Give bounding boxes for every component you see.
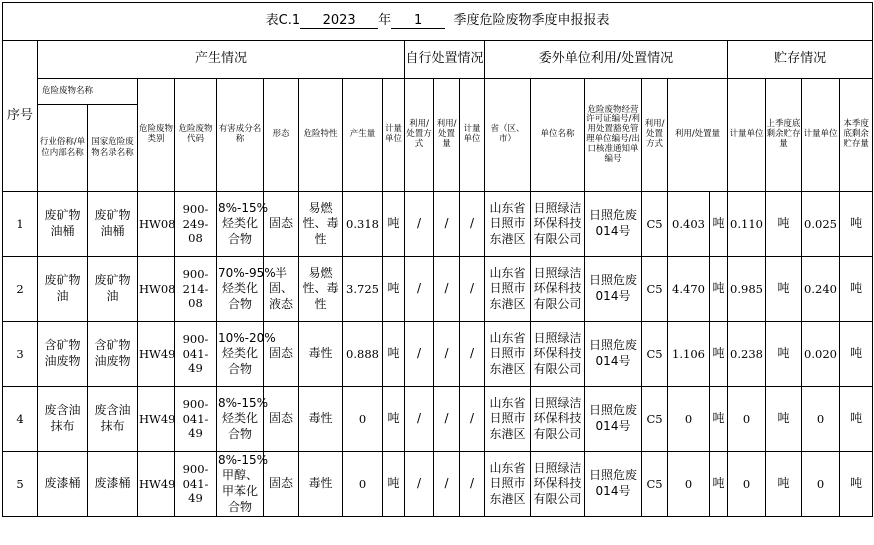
cell-this-unit: 吨 [840, 322, 873, 387]
cell-component: 8%-15%烃类化合物 [217, 387, 264, 452]
cell-last-unit: 吨 [766, 452, 802, 517]
cell-license: 日照危废014号 [585, 387, 642, 452]
cell-out-unit: 吨 [710, 322, 728, 387]
cell-form: 半固、液态 [264, 257, 299, 322]
cell-self-method: / [405, 452, 434, 517]
cell-license: 日照危废014号 [585, 322, 642, 387]
col-header-code: 危险废物代码 [175, 79, 217, 192]
cell-last-unit: 吨 [766, 192, 802, 257]
cell-province: 山东省日照市东港区 [485, 322, 531, 387]
cell-self-amount: / [434, 387, 460, 452]
cell-name: 废矿物油 [38, 257, 88, 322]
cell-unit: 吨 [383, 322, 405, 387]
cell-out-unit: 吨 [710, 452, 728, 517]
col-header-method: 利用/处置方式 [642, 79, 668, 192]
cell-list-name: 含矿物油废物 [88, 322, 138, 387]
col-header-self-amount: 利用/处置量 [434, 79, 460, 192]
cell-self-amount: / [434, 452, 460, 517]
cell-province: 山东省日照市东港区 [485, 192, 531, 257]
cell-unit: 吨 [383, 387, 405, 452]
cell-method: C5 [642, 322, 668, 387]
col-header-list-name: 国家危险废物名录名称 [88, 105, 138, 192]
cell-last-unit: 吨 [766, 257, 802, 322]
cell-form: 固态 [264, 452, 299, 517]
title-year: 2023 [300, 14, 378, 30]
cell-no: 2 [3, 257, 38, 322]
table-row [3, 192, 873, 257]
table-row [3, 452, 873, 517]
cell-last-unit: 吨 [766, 322, 802, 387]
section-weiwai: 委外单位利用/处置情况 [485, 41, 728, 79]
cell-amount: 0 [343, 452, 383, 517]
cell-last-stock: 0.238 [728, 322, 766, 387]
cell-method: C5 [642, 387, 668, 452]
col-header-self-method: 利用/处置方式 [405, 79, 434, 192]
cell-company: 日照绿洁环保科技有限公司 [531, 192, 585, 257]
cell-this-stock: 0.020 [802, 322, 840, 387]
cell-province: 山东省日照市东港区 [485, 257, 531, 322]
cell-category: HW49 [138, 387, 175, 452]
cell-category: HW08 [138, 192, 175, 257]
cell-method: C5 [642, 192, 668, 257]
cell-out-amount: 0 [668, 387, 710, 452]
cell-amount: 3.725 [343, 257, 383, 322]
cell-hazard: 毒性 [299, 452, 343, 517]
cell-component: 8%-15%烃类化合物 [217, 192, 264, 257]
cell-no: 1 [3, 192, 38, 257]
cell-hazard: 毒性 [299, 387, 343, 452]
col-header-last-stock: 上季度底剩余贮存量 [766, 79, 802, 192]
cell-method: C5 [642, 452, 668, 517]
col-header-component: 有害成分名称 [217, 79, 264, 192]
cell-out-amount: 4.470 [668, 257, 710, 322]
cell-self-unit: / [460, 452, 485, 517]
cell-last-stock: 0 [728, 452, 766, 517]
title-prefix: 表C.1 [265, 12, 301, 28]
cell-self-method: / [405, 257, 434, 322]
cell-method: C5 [642, 257, 668, 322]
col-header-amount: 产生量 [343, 79, 383, 192]
cell-amount: 0 [343, 387, 383, 452]
cell-unit: 吨 [383, 192, 405, 257]
cell-code: 900-214-08 [175, 257, 217, 322]
cell-list-name: 废含油抹布 [88, 387, 138, 452]
cell-code: 900-249-08 [175, 192, 217, 257]
cell-unit: 吨 [383, 257, 405, 322]
col-header-name: 行业俗称/单位内部名称 [38, 105, 88, 192]
col-header-license: 危险废物经营许可证编号/利用处置豁免管理单位编号/出口核准通知单编号 [585, 79, 642, 192]
cell-no: 3 [3, 322, 38, 387]
col-header-unit: 计量单位 [383, 79, 405, 192]
cell-company: 日照绿洁环保科技有限公司 [531, 322, 585, 387]
cell-out-unit: 吨 [710, 192, 728, 257]
cell-self-method: / [405, 322, 434, 387]
cell-name: 废矿物油桶 [38, 192, 88, 257]
col-header-this-stock: 本季度底剩余贮存量 [840, 79, 873, 192]
cell-company: 日照绿洁环保科技有限公司 [531, 257, 585, 322]
cell-category: HW49 [138, 452, 175, 517]
cell-name: 含矿物油废物 [38, 322, 88, 387]
col-header-out-unit: 计量单位 [728, 79, 766, 192]
cell-amount: 0.318 [343, 192, 383, 257]
cell-out-unit: 吨 [710, 257, 728, 322]
col-header-out-amount: 利用/处置量 [668, 79, 728, 192]
cell-self-method: / [405, 387, 434, 452]
cell-this-unit: 吨 [840, 257, 873, 322]
cell-code: 900-041-49 [175, 452, 217, 517]
cell-list-name: 废漆桶 [88, 452, 138, 517]
cell-this-stock: 0 [802, 452, 840, 517]
cell-no: 4 [3, 387, 38, 452]
cell-out-amount: 0 [668, 452, 710, 517]
cell-hazard: 毒性 [299, 322, 343, 387]
cell-license: 日照危废014号 [585, 192, 642, 257]
col-header-self-unit: 计量单位 [460, 79, 485, 192]
cell-unit: 吨 [383, 452, 405, 517]
cell-name: 废漆桶 [38, 452, 88, 517]
cell-category: HW49 [138, 322, 175, 387]
cell-this-stock: 0.240 [802, 257, 840, 322]
col-header-form: 形态 [264, 79, 299, 192]
cell-out-unit: 吨 [710, 387, 728, 452]
cell-no: 5 [3, 452, 38, 517]
cell-license: 日照危废014号 [585, 257, 642, 322]
cell-form: 固态 [264, 322, 299, 387]
cell-component: 8%-15%甲醇、甲苯化合物 [217, 452, 264, 517]
cell-last-stock: 0.985 [728, 257, 766, 322]
cell-self-method: / [405, 192, 434, 257]
col-header-company: 单位名称 [531, 79, 585, 192]
cell-hazard: 易燃性、毒性 [299, 192, 343, 257]
cell-this-unit: 吨 [840, 387, 873, 452]
cell-name: 废含油抹布 [38, 387, 88, 452]
table-row [3, 387, 873, 452]
cell-this-unit: 吨 [840, 192, 873, 257]
cell-amount: 0.888 [343, 322, 383, 387]
cell-self-amount: / [434, 257, 460, 322]
col-header-last-unit: 计量单位 [802, 79, 840, 192]
cell-last-stock: 0.110 [728, 192, 766, 257]
cell-province: 山东省日照市东港区 [485, 452, 531, 517]
cell-company: 日照绿洁环保科技有限公司 [531, 387, 585, 452]
cell-hazard: 易燃性、毒性 [299, 257, 343, 322]
cell-self-amount: / [434, 322, 460, 387]
section-chansheng: 产生情况 [38, 41, 405, 79]
title-suffix: 季度危险废物季度申报报表 [453, 12, 610, 28]
cell-out-amount: 0.403 [668, 192, 710, 257]
table-row [3, 257, 873, 322]
cell-component: 70%-95%烃类化合物 [217, 257, 264, 322]
report-title [3, 3, 873, 41]
cell-last-unit: 吨 [766, 387, 802, 452]
cell-list-name: 废矿物油 [88, 257, 138, 322]
title-year-suffix: 年 [378, 12, 392, 28]
title-quarter: 1 [391, 14, 445, 30]
cell-category: HW08 [138, 257, 175, 322]
cell-last-stock: 0 [728, 387, 766, 452]
section-zixing: 自行处置情况 [405, 41, 485, 79]
cell-self-unit: / [460, 192, 485, 257]
hazardous-waste-report-table [2, 2, 873, 517]
table-row [3, 322, 873, 387]
cell-out-amount: 1.106 [668, 322, 710, 387]
cell-form: 固态 [264, 192, 299, 257]
section-zhucun: 贮存情况 [728, 41, 873, 79]
cell-this-unit: 吨 [840, 452, 873, 517]
cell-list-name: 废矿物油桶 [88, 192, 138, 257]
cell-self-unit: / [460, 322, 485, 387]
cell-component: 10%-20%烃类化合物 [217, 322, 264, 387]
cell-self-unit: / [460, 387, 485, 452]
cell-province: 山东省日照市东港区 [485, 387, 531, 452]
cell-company: 日照绿洁环保科技有限公司 [531, 452, 585, 517]
col-header-xuhao: 序号 [3, 41, 38, 192]
cell-code: 900-041-49 [175, 387, 217, 452]
cell-self-amount: / [434, 192, 460, 257]
col-header-province: 省（区、市） [485, 79, 531, 192]
cell-code: 900-041-49 [175, 322, 217, 387]
waste-name-group-header: 危险废物名称 [38, 79, 138, 105]
cell-license: 日照危废014号 [585, 452, 642, 517]
cell-form: 固态 [264, 387, 299, 452]
cell-self-unit: / [460, 257, 485, 322]
col-header-hazard: 危险特性 [299, 79, 343, 192]
col-header-category: 危险废物类别 [138, 79, 175, 192]
cell-this-stock: 0 [802, 387, 840, 452]
cell-this-stock: 0.025 [802, 192, 840, 257]
